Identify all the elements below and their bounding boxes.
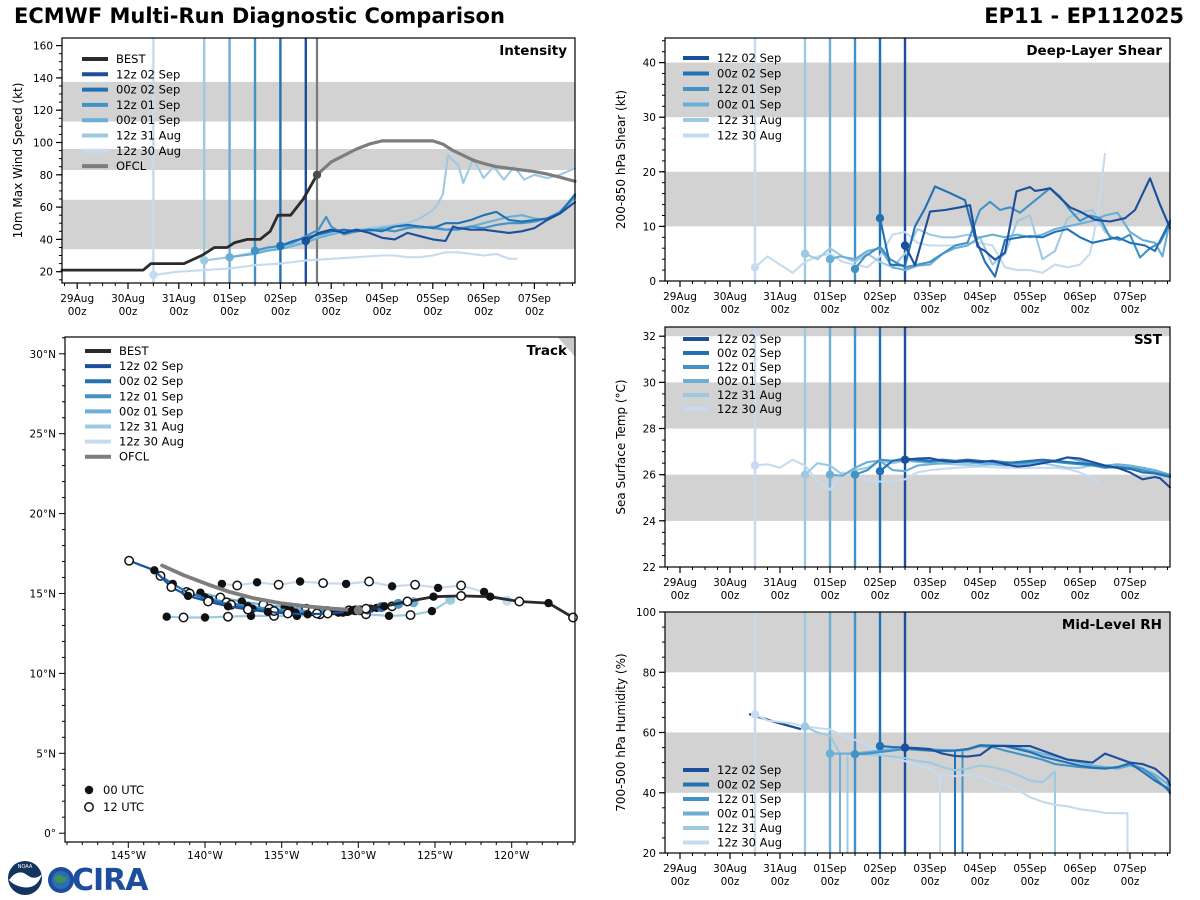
intensity-legend-label-e12z30: 12z 30 Aug [116,143,182,158]
intensity-ytick-label: 100 [32,137,53,150]
intensity-xtick-date: 04Sep [365,293,399,305]
marker-legend-label: 12 UTC [103,800,145,814]
sst-xtick-date: 02Sep [863,577,897,589]
shear-title: Deep-Layer Shear [1026,43,1162,59]
sst-ylabel: Sea Surface Temp (°C) [614,379,628,515]
rh-legend-label-e00z01: 00z 01 Sep [717,806,782,821]
sst-init-dot-e12z02 [901,456,909,464]
rh-legend-label-e12z01: 12z 01 Sep [717,792,782,806]
shear-ylabel: 200-850 hPa Shear (kt) [614,89,628,230]
track-marker-00utc [342,580,350,588]
track-xtick-label: 125°W [417,850,453,862]
shear-xtick-hour: 00z [720,304,740,316]
intensity-legend-label-ofcl: OFCL [116,159,147,174]
rh-init-dot-e00z01 [826,749,834,757]
track-legend-label-e12z01: 12z 01 Sep [119,389,184,404]
track-legend-label-e00z01: 00z 01 Sep [119,404,184,419]
shear-xtick-hour: 00z [920,304,940,316]
track-marker-12utc [244,605,252,613]
intensity-series-e12z30 [153,252,516,275]
intensity-init-dot-best [313,171,321,179]
shear-init-dot-e12z01 [851,265,859,273]
sst-xtick-date: 01Sep [813,577,847,589]
track-marker-00utc [201,613,209,621]
intensity-legend-label-e12z01: 12z 01 Sep [116,97,181,112]
rh-title: Mid-Level RH [1061,617,1162,633]
intensity-xtick-hour: 00z [474,306,494,318]
track-marker-12utc [569,613,577,621]
shear-legend-label-e12z31: 12z 31 Aug [717,113,783,127]
intensity-ytick-label: 80 [39,169,53,182]
track-marker-00utc [434,584,442,592]
sst-ytick-label: 30 [642,377,656,390]
shear-legend-label-e00z02: 00z 02 Sep [717,66,782,81]
track-ytick-label: 10°N [29,668,56,681]
intensity-legend-label-e12z31: 12z 31 Aug [116,128,182,143]
intensity-panel [11,38,575,318]
shear-xtick-hour: 00z [1070,304,1090,316]
rh-xtick-date: 31Aug [763,863,797,875]
sst-xtick-date: 31Aug [763,577,797,589]
shear-init-dot-e00z02 [876,214,884,222]
shear-xtick-date: 02Sep [863,291,897,303]
rh-xtick-hour: 00z [670,876,690,888]
intensity-init-dot-e12z31 [200,256,208,264]
shear-xtick-date: 29Aug [663,291,697,303]
intensity-init-dot-e12z01 [251,247,259,255]
rh-ytick-label: 40 [642,787,656,800]
shear-xtick-hour: 00z [820,304,840,316]
track-legend-label-e12z02: 12z 02 Sep [119,359,184,374]
sst-legend-label-e12z01: 12z 01 Sep [717,360,782,374]
track-marker-12utc [233,581,241,589]
rh-init-dot-e12z01 [851,750,859,758]
cira-logo [48,863,149,898]
intensity-init-dot-e12z02 [302,237,310,245]
rh-xtick-hour: 00z [1070,876,1090,888]
sst-xtick-date: 05Sep [1013,577,1047,589]
sst-init-dot-e12z31 [801,471,809,479]
track-marker-12utc [365,577,373,585]
track-legend-label-e00z02: 00z 02 Sep [119,374,184,389]
sst-ytick-label: 26 [642,469,656,482]
track-marker-legend [85,783,144,814]
track-marker-12utc [362,605,370,613]
track-marker-00utc [385,612,393,620]
shear-ytick-label: 10 [642,221,656,234]
sst-ytick-label: 28 [642,423,656,436]
track-xtick-label: 135°W [263,850,300,862]
track-marker-00utc [380,602,388,610]
rh-init-dot-e12z31 [801,722,809,730]
rh-ytick-label: 60 [642,727,656,740]
shear-panel [614,38,1170,316]
sst-xtick-date: 04Sep [963,577,997,589]
sst-legend-label-e00z01: 00z 01 Sep [717,374,782,388]
logos-svg [4,856,264,900]
sst-ytick-label: 32 [642,331,656,344]
track-xtick-label: 145°W [110,850,147,862]
shear-xtick-date: 03Sep [913,291,947,303]
shear-xtick-hour: 00z [970,304,990,316]
noaa-logo [8,861,42,895]
intensity-xtick-hour: 00z [169,306,189,318]
track-marker-00utc [184,592,192,600]
track-marker-00utc [163,613,171,621]
sst-xtick-date: 07Sep [1113,577,1147,589]
rh-xtick-hour: 00z [970,876,990,888]
track-legend-label-ofcl: OFCL [119,449,150,464]
track-panel [30,337,578,862]
intensity-xtick-date: 03Sep [314,293,348,305]
shear-xtick-hour: 00z [1120,304,1140,316]
shear-ytick-label: 0 [649,276,656,288]
rh-ytick-label: 20 [642,848,656,860]
sst-ytick-label: 22 [642,562,656,574]
track-marker-00utc [150,566,158,574]
rh-xtick-date: 07Sep [1113,863,1147,875]
intensity-xtick-hour: 00z [118,306,138,318]
sst-ytick-label: 24 [642,515,656,528]
intensity-ytick-label: 160 [32,40,53,53]
track-marker-12utc [179,613,187,621]
rh-xtick-date: 29Aug [663,863,697,875]
track-marker-12utc [403,597,411,605]
sst-init-dot-e00z01 [826,471,834,479]
sst-xtick-hour: 00z [720,590,740,602]
marker-legend-12utc-icon [85,803,93,811]
sst-xtick-hour: 00z [820,590,840,602]
track-marker-00utc [253,578,261,586]
intensity-xtick-date: 29Aug [60,293,95,305]
rh-ytick-label: 80 [642,667,656,680]
track-xtick-label: 130°W [340,850,377,862]
shear-init-dot-e12z30 [751,263,759,271]
shear-xtick-date: 01Sep [813,291,847,303]
rh-xtick-date: 05Sep [1013,863,1047,875]
intensity-xtick-hour: 00z [220,306,240,318]
rh-xtick-date: 02Sep [863,863,897,875]
intensity-xtick-hour: 00z [524,306,544,318]
rh-panel [614,607,1170,888]
intensity-legend-label-e12z02: 12z 02 Sep [116,67,181,82]
intensity-init-dot-e12z30 [149,271,157,279]
intensity-xtick-date: 01Sep [213,293,247,305]
shear-init-dot-e00z01 [826,255,834,263]
marker-legend-00utc-icon [85,786,93,794]
track-marker-12utc [406,611,414,619]
intensity-xtick-hour: 00z [423,306,443,318]
shear-xtick-date: 06Sep [1063,291,1097,303]
track-ytick-label: 15°N [29,588,56,601]
sst-xtick-hour: 00z [1020,590,1040,602]
rh-ytick-label: 100 [635,607,656,619]
sst-legend-label-e12z31: 12z 31 Aug [717,388,783,402]
rh-xtick-hour: 00z [920,876,940,888]
intensity-ytick-label: 40 [39,234,53,247]
sst-xtick-date: 03Sep [913,577,947,589]
shear-legend-label-e00z01: 00z 01 Sep [717,97,782,112]
sst-init-dot-e00z02 [876,467,884,475]
intensity-ytick-label: 120 [32,105,53,118]
track-xtick-label: 140°W [187,850,223,862]
rh-xtick-hour: 00z [870,876,890,888]
track-xtick-label: 120°W [493,850,530,862]
rh-xtick-hour: 00z [720,876,740,888]
shear-init-dot-e12z31 [801,250,809,258]
track-marker-12utc [324,609,332,617]
sst-xtick-hour: 00z [870,590,890,602]
track-marker-12utc [274,581,282,589]
track-marker-12utc [319,579,327,587]
track-ytick-label: 5°N [36,748,56,761]
track-marker-00utc [264,608,272,616]
shear-xtick-hour: 00z [870,304,890,316]
intensity-xtick-hour: 00z [270,306,290,318]
shear-ytick-label: 40 [642,57,656,70]
intensity-xtick-hour: 00z [372,306,392,318]
sst-xtick-date: 30Aug [713,577,747,589]
rh-legend-label-e12z02: 12z 02 Sep [717,763,782,777]
sst-band-0 [665,475,1170,521]
track-marker-00utc [486,593,494,601]
intensity-legend-label-best: BEST [116,52,146,66]
shear-xtick-hour: 00z [770,304,790,316]
intensity-xtick-date: 31Aug [161,293,196,305]
shear-ytick-label: 20 [642,166,656,179]
intensity-xtick-hour: 00z [67,306,87,318]
shear-legend-label-e12z30: 12z 30 Aug [717,128,783,143]
intensity-ylabel: 10m Max Wind Speed (kt) [11,82,25,239]
sst-init-dot-e12z30 [751,461,759,469]
rh-xtick-hour: 00z [820,876,840,888]
sst-xtick-hour: 00z [1070,590,1090,602]
shear-legend-label-e12z02: 12z 02 Sep [717,51,782,65]
shear-xtick-hour: 00z [1020,304,1040,316]
track-marker-00utc [429,593,437,601]
track-marker-12utc [284,609,292,617]
rh-xtick-date: 06Sep [1063,863,1097,875]
track-marker-00utc [224,602,232,610]
sst-legend-label-e00z02: 00z 02 Sep [717,346,782,360]
intensity-xtick-date: 30Aug [111,293,145,305]
marker-legend-label: 00 UTC [103,783,145,797]
track-marker-12utc [457,581,465,589]
track-ytick-label: 20°N [29,508,56,521]
track-marker-12utc [167,583,175,591]
rh-init-dot-e12z02 [901,743,909,751]
shear-xtick-hour: 00z [670,304,690,316]
rh-init-dot-e00z02 [876,742,884,750]
shear-xtick-date: 04Sep [963,291,997,303]
intensity-legend-label-e00z02: 00z 02 Sep [116,82,181,97]
sst-xtick-date: 06Sep [1063,577,1097,589]
intensity-title: Intensity [499,43,567,59]
track-marker-12utc [457,592,465,600]
cira-text: CIRA [72,863,148,898]
track-marker-00utc [428,607,436,615]
sst-xtick-hour: 00z [670,590,690,602]
rh-xtick-date: 03Sep [913,863,947,875]
intensity-init-dot-e00z01 [225,253,233,261]
track-legend-label-e12z31: 12z 31 Aug [119,419,185,434]
shear-xtick-date: 31Aug [763,291,797,303]
intensity-init-dot-e00z02 [276,242,284,250]
rh-legend-label-e12z30: 12z 30 Aug [717,835,783,850]
intensity-xtick-date: 05Sep [416,293,450,305]
rh-xtick-hour: 00z [1120,876,1140,888]
sst-xtick-date: 29Aug [663,577,697,589]
track-ytick-label: 30°N [29,348,56,361]
rh-ylabel: 700-500 hPa Humidity (%) [614,653,628,812]
track-ytick-label: 0° [44,828,56,841]
intensity-ytick-label: 60 [39,202,53,215]
intensity-xtick-date: 07Sep [517,293,551,305]
intensity-xtick-date: 02Sep [263,293,297,305]
track-marker-00utc [388,582,396,590]
sst-xtick-hour: 00z [970,590,990,602]
sst-xtick-hour: 00z [770,590,790,602]
sst-init-dot-e12z01 [851,471,859,479]
track-marker-12utc [125,557,133,565]
rh-xtick-date: 30Aug [713,863,747,875]
track-legend [85,344,184,464]
storm-id-title: EP11 - EP112025 [984,4,1184,28]
intensity-xtick-hour: 00z [321,306,341,318]
intensity-legend-label-e00z01: 00z 01 Sep [116,113,181,128]
track-ytick-label: 25°N [29,428,56,441]
sst-xtick-hour: 00z [920,590,940,602]
intensity-xtick-date: 06Sep [467,293,501,305]
track-marker-00utc [296,577,304,585]
shear-ytick-label: 30 [642,112,656,125]
track-legend-label-e12z30: 12z 30 Aug [119,434,185,449]
shear-init-dot-e12z02 [901,241,909,249]
track-title: Track [526,343,567,359]
sst-xtick-hour: 00z [1120,590,1140,602]
sst-legend-label-e12z30: 12z 30 Aug [717,402,783,416]
shear-xtick-date: 05Sep [1013,291,1047,303]
track-marker-12utc [224,613,232,621]
track-marker-00utc [544,599,552,607]
rh-xtick-hour: 00z [770,876,790,888]
sst-title: SST [1133,332,1162,348]
shear-xtick-date: 30Aug [713,291,747,303]
rh-xtick-date: 04Sep [963,863,997,875]
intensity-ytick-label: 140 [32,72,53,85]
track-legend-label-best: BEST [119,344,149,358]
figure-title: ECMWF Multi-Run Diagnostic Comparison [14,4,505,28]
track-ofcl-dot [354,606,363,615]
noaa-text: NOAA [17,864,33,870]
shear-legend-label-e12z01: 12z 01 Sep [717,82,782,96]
track-marker-00utc [304,610,312,618]
rh-legend-label-e12z31: 12z 31 Aug [717,821,783,835]
rh-xtick-date: 01Sep [813,863,847,875]
track-marker-12utc [411,581,419,589]
sst-legend-label-e12z02: 12z 02 Sep [717,332,782,346]
sst-panel [614,327,1170,602]
rh-legend-label-e00z02: 00z 02 Sep [717,777,782,792]
intensity-ytick-label: 20 [39,266,53,279]
track-marker-12utc [515,597,523,605]
shear-xtick-date: 07Sep [1113,291,1147,303]
track-marker-12utc [204,597,212,605]
rh-init-dot-e12z30 [751,710,759,718]
rh-xtick-hour: 00z [1020,876,1040,888]
